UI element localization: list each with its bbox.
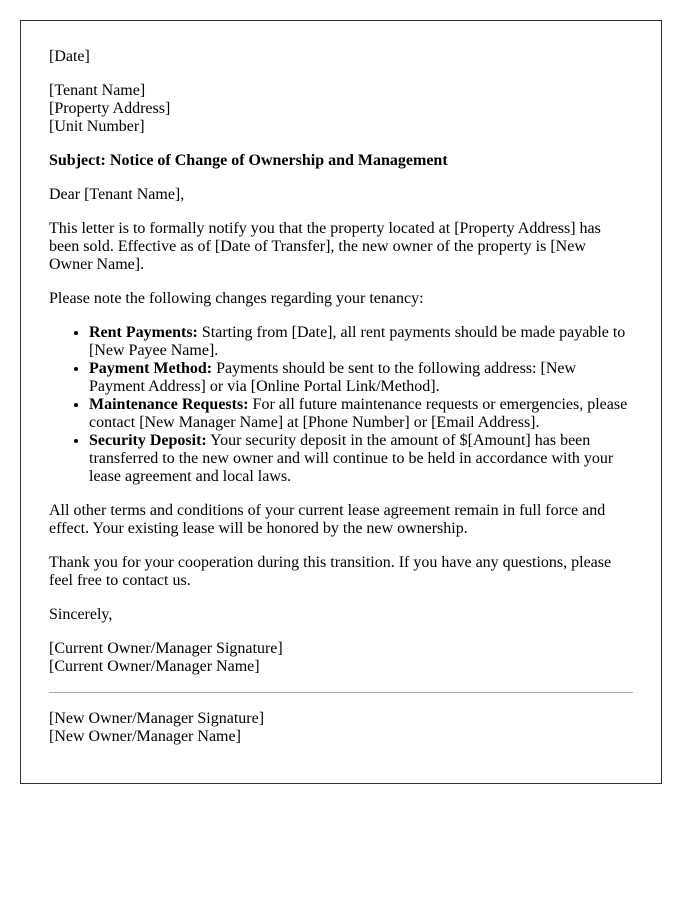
list-item-payment-method [89, 360, 633, 396]
recipient-unit: [Unit Number] [49, 118, 145, 135]
letter-subject: Subject: Notice of Change of Ownership and Management [49, 152, 448, 169]
item-label: Security Deposit: [89, 432, 207, 449]
item-text: For all future maintenance requests or emergencies, please contact [New Manager Name] at [Phone Number] or [Email Address]. [89, 396, 628, 431]
list-item-security-deposit [89, 432, 633, 486]
closing: Sincerely, [49, 606, 113, 623]
recipient-name: [Tenant Name] [49, 82, 146, 99]
item-label: Payment Method: [89, 360, 213, 377]
item-text: Your security deposit in the amount of $[Amount] has been transferred to the new owner and will continue to be held in accordance with your lease agreement and local laws. [89, 432, 614, 485]
list-item-maintenance-requests [89, 396, 633, 432]
item-text: Starting from [Date], all rent payments should be made payable to [New Payee Name]. [89, 324, 626, 359]
letter [20, 20, 662, 784]
new-owner-block [49, 710, 633, 746]
thanks-paragraph: Thank you for your cooperation during this transition. If you have any questions, please feel free to contact us. [49, 554, 612, 589]
lease-note-paragraph: All other terms and conditions of your current lease agreement remain in full force and effect. Your existing lease will be honored by the new ownership. [49, 502, 606, 537]
item-label: Maintenance Requests: [89, 396, 249, 413]
recipient-block [49, 82, 633, 136]
new-owner-signature: [New Owner/Manager Signature] [49, 710, 265, 727]
current-owner-name: [Current Owner/Manager Name] [49, 658, 260, 675]
divider [49, 692, 633, 693]
new-owner-name: [New Owner/Manager Name] [49, 728, 241, 745]
changes-list [49, 324, 633, 486]
item-text: Payments should be sent to the following address: [New Payment Address] or via [Online Portal Link/Method]. [89, 360, 577, 395]
current-owner-signature: [Current Owner/Manager Signature] [49, 640, 283, 657]
changes-intro: Please note the following changes regarding your tenancy: [49, 290, 424, 307]
recipient-address: [Property Address] [49, 100, 171, 117]
current-owner-block [49, 640, 633, 676]
list-item-rent-payments [89, 324, 633, 360]
intro-paragraph: This letter is to formally notify you that the property located at [Property Address] has been sold. Effective as of [Date of Transfer], the new owner of the property is [New Owner Name]. [49, 220, 601, 273]
item-label: Rent Payments: [89, 324, 198, 341]
letter-date: [Date] [49, 48, 90, 65]
salutation: Dear [Tenant Name], [49, 186, 185, 203]
